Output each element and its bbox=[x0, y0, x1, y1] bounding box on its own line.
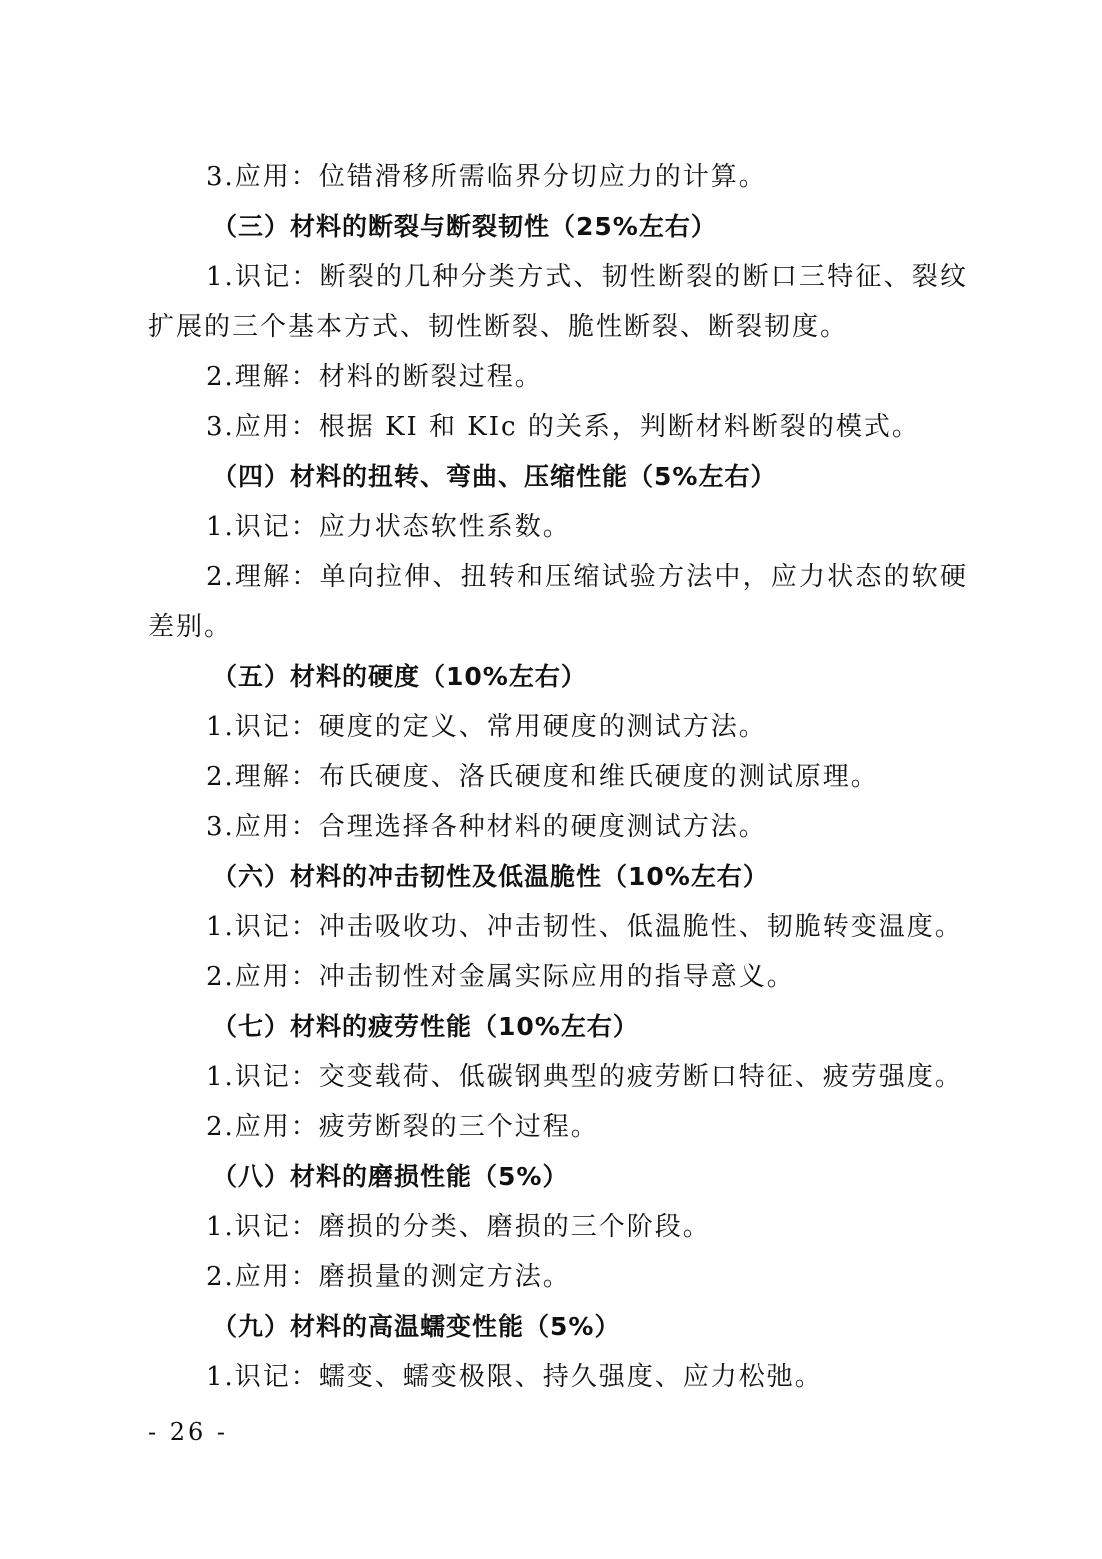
paragraph-line: 2.应用：疲劳断裂的三个过程。 bbox=[206, 1112, 599, 1142]
paragraph-line: 1.识记：冲击吸收功、冲击韧性、低温脆性、韧脆转变温度。 bbox=[206, 912, 963, 942]
paragraph-line: 3.应用：根据 KI 和 KIc 的关系，判断材料断裂的模式。 bbox=[206, 412, 920, 442]
paragraph-line: 2.应用：冲击韧性对金属实际应用的指导意义。 bbox=[206, 962, 795, 992]
section-heading: （三）材料的断裂与断裂韧性（25%左右） bbox=[212, 212, 717, 241]
paragraph-line: 1.识记：磨损的分类、磨损的三个阶段。 bbox=[206, 1212, 711, 1242]
section-heading: （五）材料的硬度（10%左右） bbox=[212, 662, 587, 691]
section-heading: （九）材料的高温蠕变性能（5%） bbox=[212, 1312, 621, 1341]
paragraph-line: 2.应用：磨损量的测定方法。 bbox=[206, 1262, 571, 1292]
paragraph-line: 1.识记：应力状态软性系数。 bbox=[206, 512, 571, 542]
paragraph-line: 1.识记：蠕变、蠕变极限、持久强度、应力松弛。 bbox=[206, 1362, 823, 1392]
section-heading: （六）材料的冲击韧性及低温脆性（10%左右） bbox=[212, 862, 769, 891]
document-body bbox=[148, 152, 968, 1402]
paragraph-line: 3.应用：合理选择各种材料的硬度测试方法。 bbox=[206, 812, 767, 842]
paragraph-line: 1.识记：硬度的定义、常用硬度的测试方法。 bbox=[206, 712, 767, 742]
section-heading: （七）材料的疲劳性能（10%左右） bbox=[212, 1012, 639, 1041]
paragraph-line: 2.理解：材料的断裂过程。 bbox=[206, 362, 543, 392]
page-number: - 26 - bbox=[148, 1418, 229, 1446]
paragraph-line: 1.识记：断裂的几种分类方式、韧性断裂的断口三特征、裂纹扩展的三个基本方式、韧性断裂、脆性断裂、断裂韧度。 bbox=[148, 262, 968, 342]
paragraph-line: 2.理解：单向拉伸、扭转和压缩试验方法中，应力状态的软硬差别。 bbox=[148, 562, 968, 642]
section-heading: （四）材料的扭转、弯曲、压缩性能（5%左右） bbox=[212, 462, 777, 491]
section-heading: （八）材料的磨损性能（5%） bbox=[212, 1162, 569, 1191]
paragraph-line: 3.应用：位错滑移所需临界分切应力的计算。 bbox=[206, 162, 767, 192]
paragraph-line: 1.识记：交变载荷、低碳钢典型的疲劳断口特征、疲劳强度。 bbox=[206, 1062, 963, 1092]
paragraph-line: 2.理解：布氏硬度、洛氏硬度和维氏硬度的测试原理。 bbox=[206, 762, 879, 792]
